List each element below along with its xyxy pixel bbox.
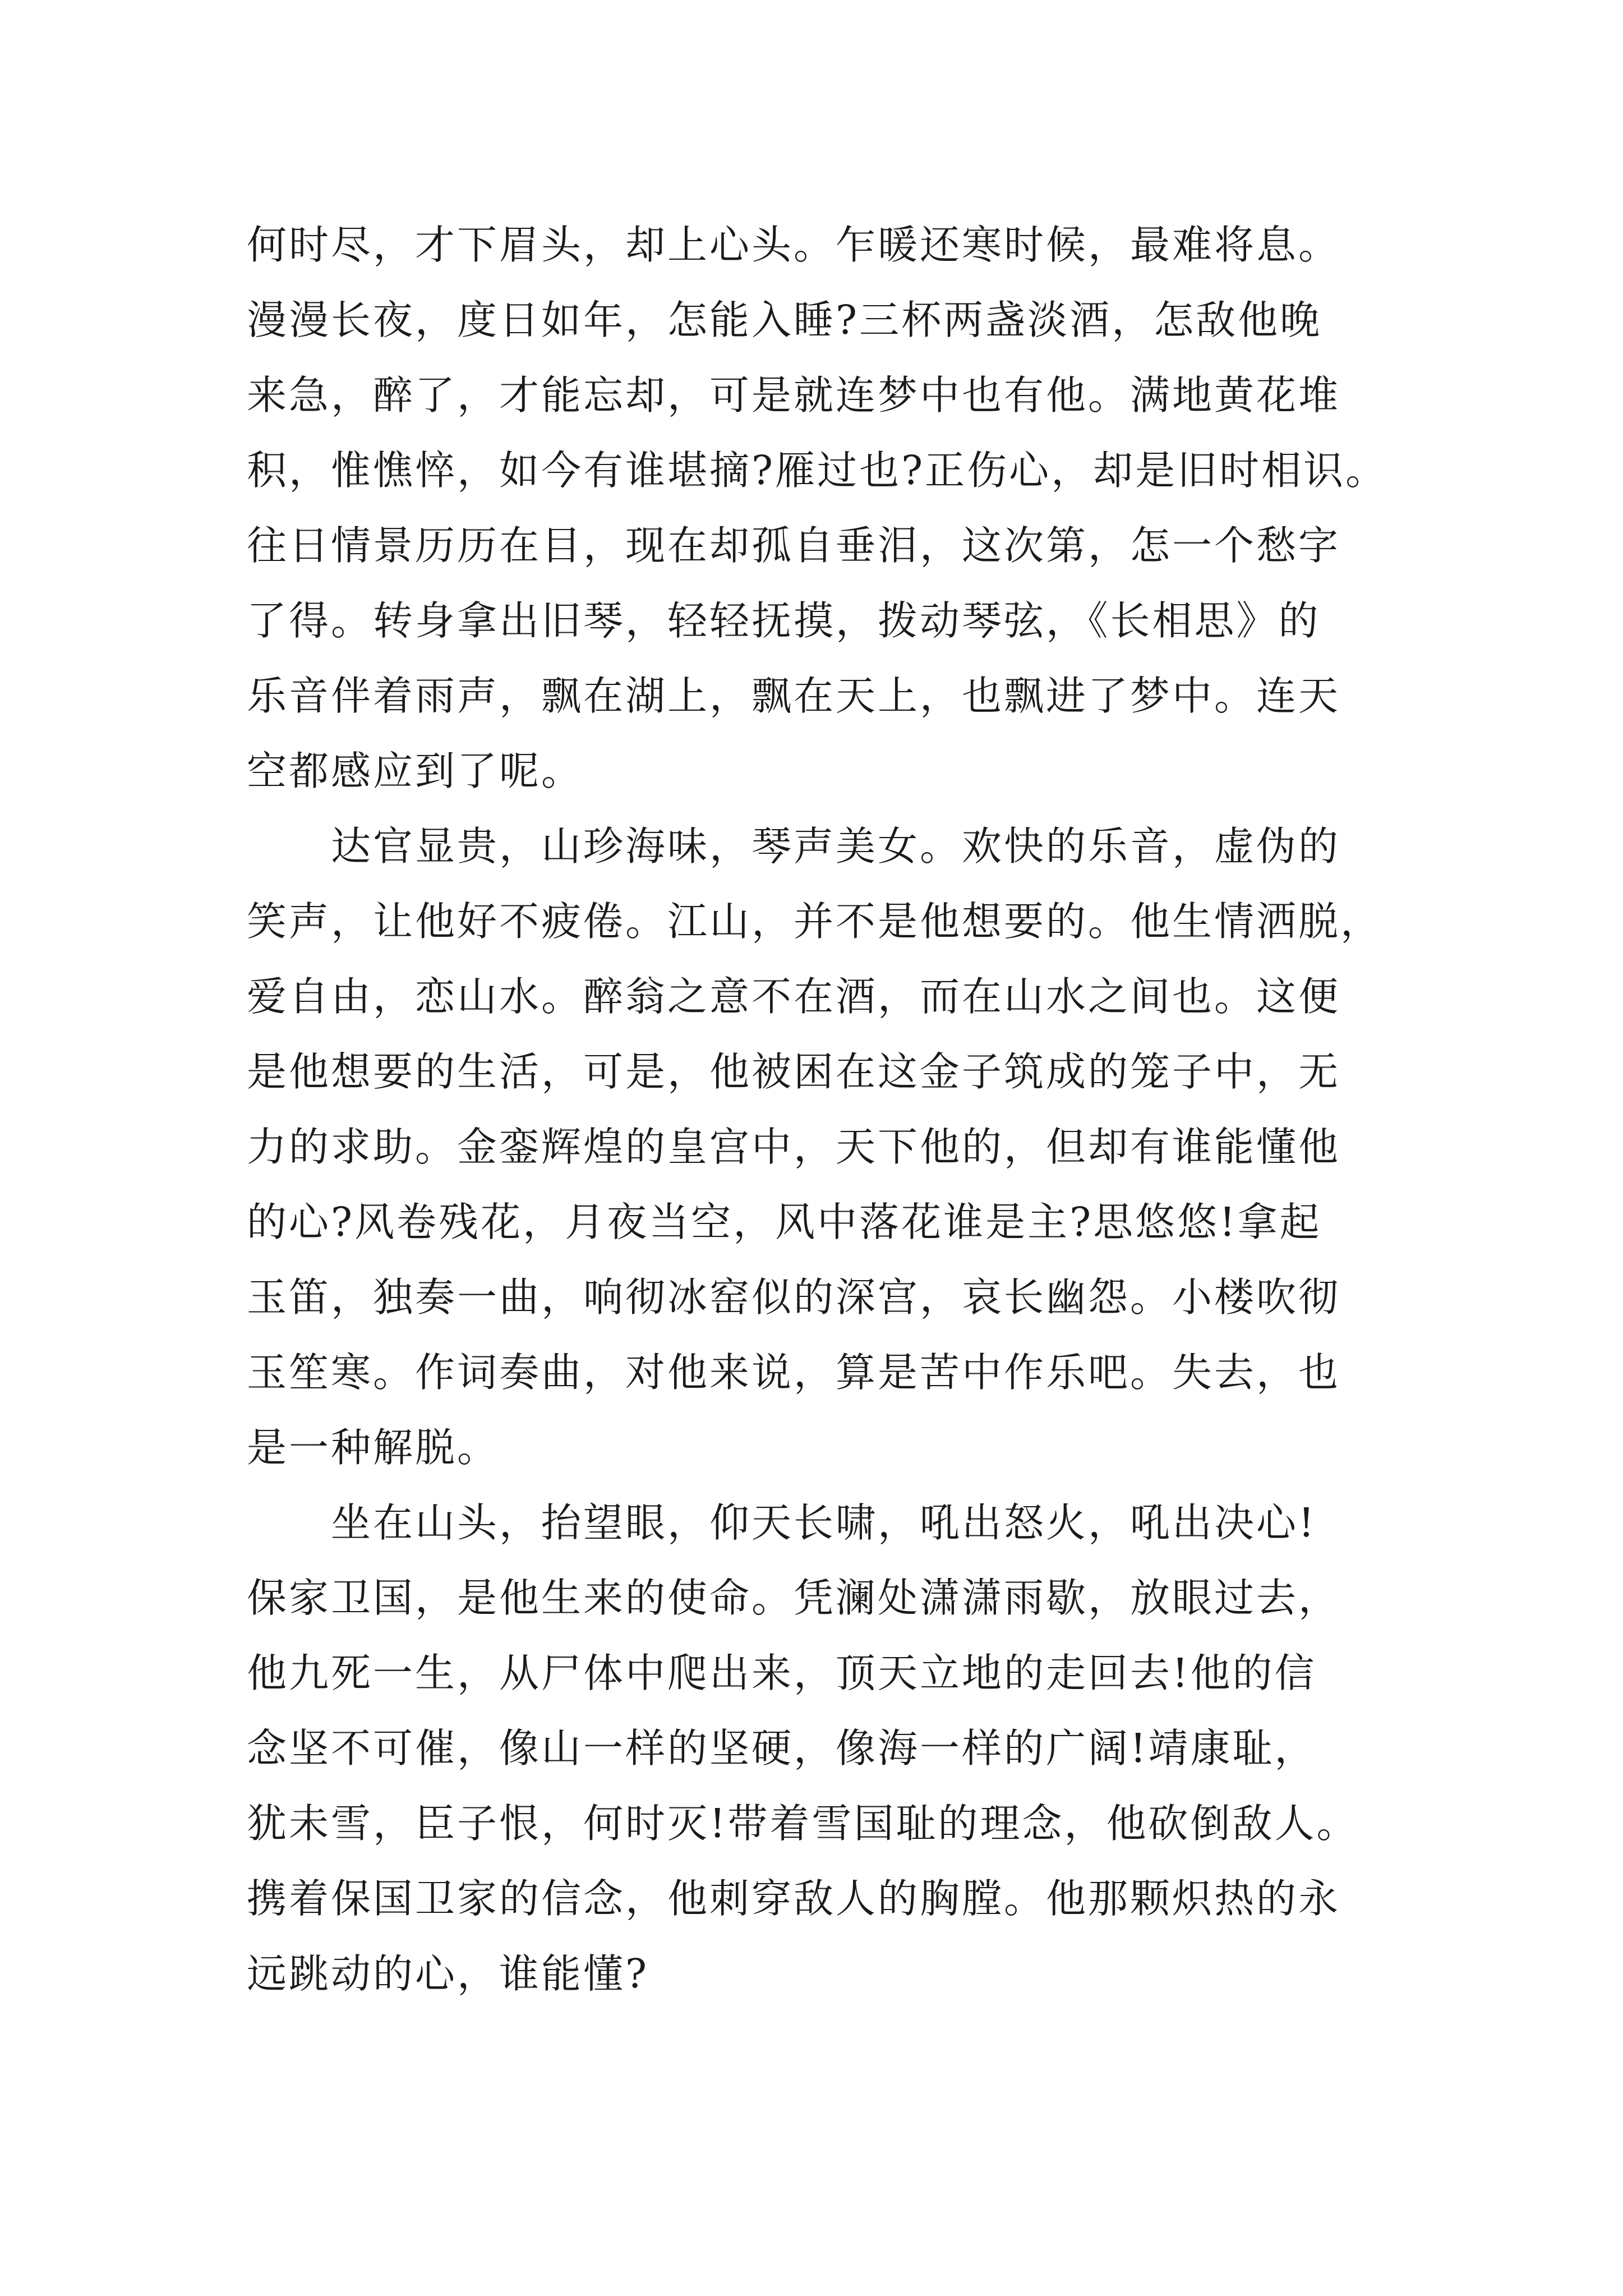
text-line: 是一种解脱。 (247, 1424, 500, 1471)
text-line: 玉笛，独奏一曲，响彻冰窑似的深宫，哀长幽怨。小楼吹彻 (247, 1274, 1341, 1320)
paragraph (247, 809, 1424, 1485)
paragraph (247, 208, 1424, 809)
text-line: 犹未雪，臣子恨，何时灭!带着雪国耻的理念，他砍倒敌人。 (247, 1800, 1359, 1847)
text-line: 漫漫长夜，度日如年，怎能入睡?三杯两盏淡酒，怎敌他晚 (247, 297, 1322, 343)
text-line: 积，惟憔悴，如今有谁堪摘?雁过也?正伤心，却是旧时相识。 (247, 447, 1388, 494)
text-line: 乐音伴着雨声，飘在湖上，飘在天上，也飘进了梦中。连天 (247, 673, 1341, 719)
text-line: 笑声，让他好不疲倦。江山，并不是他想要的。他生情洒脱， (247, 898, 1383, 945)
text-line: 携着保国卫家的信念，他刺穿敌人的胸膛。他那颗炽热的永 (247, 1875, 1341, 1922)
text-line: 了得。转身拿出旧琴，轻轻抚摸，拨动琴弦，《长相思》的 (247, 597, 1321, 644)
text-line: 坐在山头，抬望眼，仰天长啸，吼出怒火，吼出决心! (331, 1499, 1317, 1546)
paragraph (247, 1485, 1424, 2012)
text-line: 他九死一生，从尸体中爬出来，顶天立地的走回去!他的信 (247, 1650, 1317, 1696)
text-line: 空都感应到了呢。 (247, 748, 584, 794)
text-line: 是他想要的生活，可是，他被困在这金子筑成的笼子中，无 (247, 1048, 1341, 1095)
text-line: 保家卫国，是他生来的使命。凭澜处潇潇雨歇，放眼过去， (247, 1575, 1341, 1621)
text-line: 爱自由，恋山水。醉翁之意不在酒，而在山水之间也。这便 (247, 973, 1341, 1020)
text-line: 达官显贵，山珍海味，琴声美女。欢快的乐音，虚伪的 (331, 823, 1341, 869)
text-line: 来急，醉了，才能忘却，可是就连梦中也有他。满地黄花堆 (247, 372, 1341, 418)
document-body (247, 208, 1424, 2012)
text-line: 玉笙寒。作词奏曲，对他来说，算是苦中作乐吧。失去，也 (247, 1349, 1341, 1396)
text-line: 力的求助。金銮辉煌的皇宫中，天下他的，但却有谁能懂他 (247, 1124, 1341, 1170)
text-line: 的心?风卷残花，月夜当空，风中落花谁是主?思悠悠!拿起 (247, 1199, 1322, 1245)
text-line: 往日情景历历在目，现在却孤自垂泪，这次第，怎一个愁字 (247, 522, 1341, 569)
text-line: 念坚不可催，像山一样的坚硬，像海一样的广阔!靖康耻， (247, 1725, 1317, 1772)
text-line: 何时尽，才下眉头，却上心头。乍暖还寒时候，最难将息。 (247, 222, 1341, 268)
text-line: 远跳动的心，谁能懂? (247, 1950, 649, 1997)
